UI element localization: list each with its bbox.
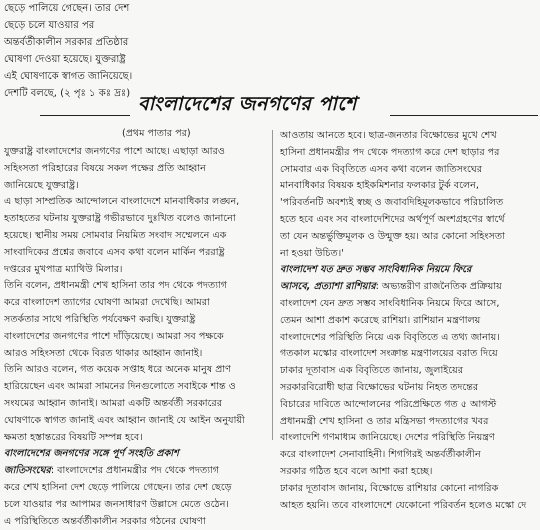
- body-line: 'পরিবর্তনটি অবশ্যই স্বচ্ছ ও জবাবদিহিমূলকভাবে পরিচালিত: [280, 197, 504, 209]
- subhead: বাংলাদেশের জনগণের সঙ্গে পূর্ণ সংহতি প্রকাশ: [4, 448, 179, 460]
- body-line: এ পরিস্থিতিতে অন্তর্বর্তীকালীন সরকার গঠনের ঘোষণা: [4, 515, 206, 527]
- body-line: ঢাকার দূতাবাস এক বিবৃতিতে জানায়, জুলাইয়ের: [280, 365, 464, 377]
- subhead: বাংলাদেশ যত দ্রুত সম্ভব সাংবিধানিক নিয়মে ফিরে: [280, 264, 472, 276]
- body-line: করে বাংলাদেশ ত্যাগের ঘোষণা আমরা দেখেছি। আমরা: [4, 297, 210, 309]
- column-divider: [272, 130, 273, 440]
- body-line: হাসিনা প্রধানমন্ত্রীর পদ থেকে পদত্যাগ করে দেশ ছাড়ার পর: [280, 146, 500, 158]
- body-line: সরকার গঠিত হবে বলে আশা করা হচ্ছে।: [280, 465, 433, 477]
- top-article-line: অন্তর্বর্তীকালীন সরকার প্রতিষ্ঠার: [4, 37, 129, 48]
- top-article-jump: দেশটি বলছে, (২ পৃঃ ১ কঃ দ্রঃ): [4, 88, 131, 99]
- body-line: তিনি আরও বলেন, গত কয়েক সপ্তাহ ধরে অনেক মানুষ প্রাণ: [4, 364, 231, 376]
- body-line: মানবাধিকার বিষয়ক হাইকমিশনার ফলকার টুর্ক বলেন,: [280, 180, 479, 192]
- body-line: প্রধানমন্ত্রী শেখ হাসিনা ও তার মন্ত্রিসভা পদত্যাগের খবর: [280, 415, 489, 427]
- body-line: না হওয়া উচিত।': [280, 247, 344, 259]
- body-line: ঘোষণাকে স্বাগত জানাই এবং আহ্বান জানাই যে আইন অনুযায়ী: [4, 414, 245, 426]
- body-line: আহত হয়নি। তবে বাংলাদেশে যেকোনো পরিবর্তন হলেও মস্কো দে: [280, 499, 527, 511]
- headline-block: [88, 88, 468, 118]
- body-line: সোমবার এক বিবৃতিতে এসব কথা বলেন জাতিসংঘের: [280, 163, 483, 175]
- body-line: যুক্তরাষ্ট্র বাংলাদেশের জনগণের পাশে আছে। এছাড়া আরও: [4, 146, 225, 157]
- body-line: বাংলাদেশের জনগণের পাশে দাঁড়িয়েছে। আমরা সব পক্ষকে: [4, 330, 224, 342]
- subhead-tail: : অভ্যন্তরীণ রাজনৈতিক প্রক্রিয়ায়: [375, 281, 502, 293]
- headline: বাংলাদেশের জনগণের পাশে: [138, 93, 357, 115]
- top-article-line: ছেড়ে চলে যাওয়ার পর: [4, 20, 95, 31]
- body-line: তিনি বলেন, প্রধানমন্ত্রী শেখ হাসিনা তার পদ থেকে পদত্যাগ: [4, 280, 228, 292]
- body-line: তেমন আশা প্রকাশ করেছে রাশিয়া। রাশিয়ান মন্ত্রণালয়: [280, 314, 481, 326]
- body-line: এ ছাড়া সাম্প্রতিক আন্দোলনে বাংলাদেশে মানবাধিকার লঙ্ঘন,: [4, 196, 240, 208]
- body-line: ঢাকার দূতাবাস জানায়, বিক্ষোভে রাশিয়ার কোনো নাগরিক: [280, 482, 499, 494]
- body-line: জানিয়েছে যুক্তরাষ্ট্র।: [4, 179, 79, 191]
- body-line: দপ্তরের মুখপাত্র ম্যাথিউ মিলার।: [4, 263, 123, 275]
- body-line: সহিংসতা পরিহারের বিষয়ে সকল পক্ষের প্রতি আহ্বান: [4, 162, 206, 174]
- body-line: সংযমের আহ্বান জানাই। আমরা একটি অন্তর্বর্তী সরকারের: [4, 397, 222, 409]
- body-line: আওতায় আনতে হবে। ছাত্র-জনতার বিক্ষোভের মুখে শেখ: [280, 130, 497, 141]
- body-line: সাংবাদিকের প্রশ্নের জবাবে এসব কথা বলেন মার্কিন পররাষ্ট্র: [4, 246, 225, 258]
- body-line: চলে যাওয়ার পর আপামর জনসাধারণ উল্লাসে মেতে ওঠেন।: [4, 498, 229, 510]
- right-column: [280, 128, 538, 514]
- continued-label: (প্রথম পাতার পর): [122, 128, 191, 139]
- body-line: সরকারবিরোধী ছাত্র বিক্ষোভের ঘটনায় নিহত তদন্তের: [280, 381, 479, 393]
- body-line: ক্ষমতা হস্তান্তরের বিষয়টি সম্পন্ন হবে।: [4, 431, 143, 443]
- top-article-line: ঘোষণা দেওয়া হয়েছে। যুক্তরাষ্ট্র: [4, 54, 126, 65]
- body-line: বাংলাদেশ যেন দ্রুত সম্ভব সাংবিধানিক নিয়মে ফিরে আসে,: [280, 297, 500, 309]
- body-line: সতর্কতার সাথে পরিস্থিতি পর্যবেক্ষণ করছি। যুক্তরাষ্ট্র: [4, 313, 196, 325]
- body-line: হতাহতের ঘটনায় যুক্তরাষ্ট্র গভীরভাবে দুঃখিত বলেও জানানো: [4, 213, 236, 225]
- body-line: তা যেন অন্তর্ভুক্তিমূলক ও উন্মুক্ত হয়। আর কোনো সহিংসতা: [280, 230, 505, 242]
- left-column: [4, 128, 266, 530]
- subhead-line: [4, 463, 266, 480]
- top-article: [4, 0, 240, 102]
- body-line: হারিয়েছেন এবং আমরা সামনের দিনগুলোতে সবাইকে শান্ত ও: [4, 381, 236, 393]
- subhead-line: [280, 279, 538, 296]
- body-line: হতে হবে এবং সব বাংলাদেশিদের অর্থপূর্ণ অংশগ্রহণের স্বার্থে: [280, 213, 505, 225]
- body-line: বাংলাদেশের পরিস্থিতি নিয়ে এক বিবৃতিতে এ তথ্য জানায়।: [280, 331, 500, 343]
- subhead-lead: আসবে, প্রত্যাশা রাশিয়ার: [280, 281, 376, 293]
- body-line: আরও সহিংসতা থেকে বিরত থাকার আহ্বান জানাই।: [4, 347, 203, 359]
- subhead-tail: : বাংলাদেশের প্রধানমন্ত্রীর পদ থেকে পদত্যাগ: [50, 465, 220, 477]
- top-article-line: এই ঘোষণাকে স্বাগত জানিয়েছে।: [4, 71, 133, 82]
- body-line: বিচারের দাবিতে আন্দোলনের পরিপ্রেক্ষিতে গত ৫ আগস্ট: [280, 398, 497, 410]
- subhead-lead: জাতিসংঘের: [4, 465, 51, 477]
- body-line: করে বাংলাদেশ সেনাবাহিনী। শিগগিরই অন্তর্বর্তীকালীন: [280, 449, 481, 461]
- body-line: গতকাল মস্কোর বাংলাদেশ সংক্রান্ত মন্ত্রণালয়ের বরাত দিয়ে: [280, 348, 498, 360]
- top-article-line: ছেড়ে পালিয়ে গেছেন। তার দেশ: [4, 3, 130, 14]
- body-line: করে শেখ হাসিনা দেশ ছেড়ে পালিয়ে গেছেন। তার দেশ ছেড়ে: [4, 481, 232, 493]
- body-line: হয়েছে। স্থানীয় সময় সোমবার নিয়মিত সংবাদ সম্মেলনে এক: [4, 229, 227, 241]
- body-line: বাংলাদেশি গণমাধ্যম জানিয়েছে। দেশের পরিস্থিতি নিয়ন্ত্রণ: [280, 432, 495, 444]
